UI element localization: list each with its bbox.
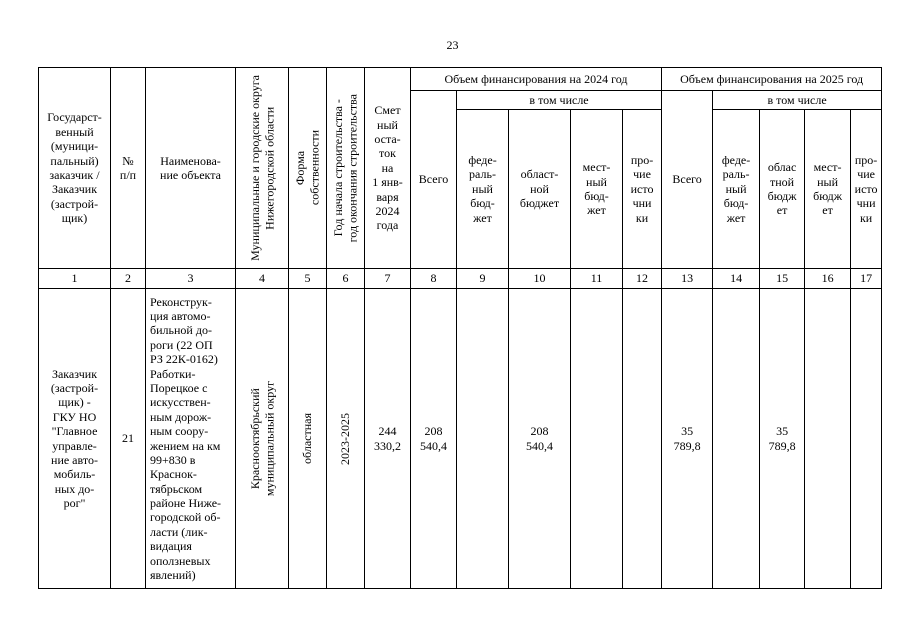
header-object: Наименова- ние объекта (146, 68, 236, 269)
header-total-2024: Всего (411, 91, 457, 269)
table-row (39, 289, 882, 589)
column-number: 8 (411, 269, 457, 289)
header-regional-2025: облас тной бюдж ет (760, 110, 805, 269)
column-number: 1 (39, 269, 111, 289)
header-district: Муниципальные и городские округа Нижегородской области (236, 68, 289, 269)
cell-ownership: областная (289, 289, 327, 589)
header-federal-2025: феде- раль- ный бюд- жет (713, 110, 760, 269)
column-number: 13 (662, 269, 713, 289)
column-number: 12 (623, 269, 662, 289)
header-customer: Государст- венный (муници- пальный) заказчик / Заказчик (застрой- щик) (39, 68, 111, 269)
header-fin-2025: Объем финансирования на 2025 год (662, 68, 882, 91)
header-local-2025: мест- ный бюдж ет (805, 110, 851, 269)
cell-regional-2024: 208 540,4 (509, 289, 571, 589)
header-years: Год начала строительства - год окончания строительства (327, 68, 365, 269)
column-number: 3 (146, 269, 236, 289)
column-number: 4 (236, 269, 289, 289)
column-number: 7 (365, 269, 411, 289)
financing-table (38, 67, 882, 589)
header-other-2024: про- чие исто чни ки (623, 110, 662, 269)
cell-total-2024: 208 540,4 (411, 289, 457, 589)
header-incl-2025: в том числе (713, 91, 882, 110)
header-remaining: Смет ный оста- ток на 1 янв- варя 2024 года (365, 68, 411, 269)
header-total-2025: Всего (662, 91, 713, 269)
cell-customer: Заказчик (застрой- щик) - ГКУ НО "Главное управле- ние авто- мобиль- ных до- рог" (39, 289, 111, 589)
column-number: 17 (851, 269, 882, 289)
cell-district: Краснооктябрьский муниципальный округ (236, 289, 289, 589)
column-number-row (39, 269, 882, 289)
cell-years: 2023-2025 (327, 289, 365, 589)
cell-federal-2025 (713, 289, 760, 589)
cell-local-2024 (571, 289, 623, 589)
header-row-1 (39, 68, 882, 91)
header-other-2025: про- чие исто чни ки (851, 110, 882, 269)
cell-federal-2024 (457, 289, 509, 589)
cell-local-2025 (805, 289, 851, 589)
cell-regional-2025: 35 789,8 (760, 289, 805, 589)
column-number: 10 (509, 269, 571, 289)
cell-other-2025 (851, 289, 882, 589)
cell-num: 21 (111, 289, 146, 589)
column-number: 11 (571, 269, 623, 289)
cell-remaining: 244 330,2 (365, 289, 411, 589)
column-number: 5 (289, 269, 327, 289)
column-number: 6 (327, 269, 365, 289)
cell-other-2024 (623, 289, 662, 589)
header-ownership: Форма собственности (289, 68, 327, 269)
column-number: 15 (760, 269, 805, 289)
header-fin-2024: Объем финансирования на 2024 год (411, 68, 662, 91)
header-federal-2024: феде- раль- ный бюд- жет (457, 110, 509, 269)
header-num: № п/п (111, 68, 146, 269)
header-regional-2024: област- ной бюджет (509, 110, 571, 269)
cell-object: Реконструк- ция автомо- бильной до- роги (22 ОП РЗ 22К-0162) Работки- Порецкое с искусствен- ным дорож- ным соору- жением на км 99+830 в Краснок- тябрьском районе Ниже- городской об- ласти (лик- видация оползневых явлений) (146, 289, 236, 589)
header-local-2024: мест- ный бюд- жет (571, 110, 623, 269)
column-number: 16 (805, 269, 851, 289)
column-number: 2 (111, 269, 146, 289)
column-number: 9 (457, 269, 509, 289)
header-incl-2024: в том числе (457, 91, 662, 110)
column-number: 14 (713, 269, 760, 289)
cell-total-2025: 35 789,8 (662, 289, 713, 589)
page-number: 23 (446, 38, 459, 52)
